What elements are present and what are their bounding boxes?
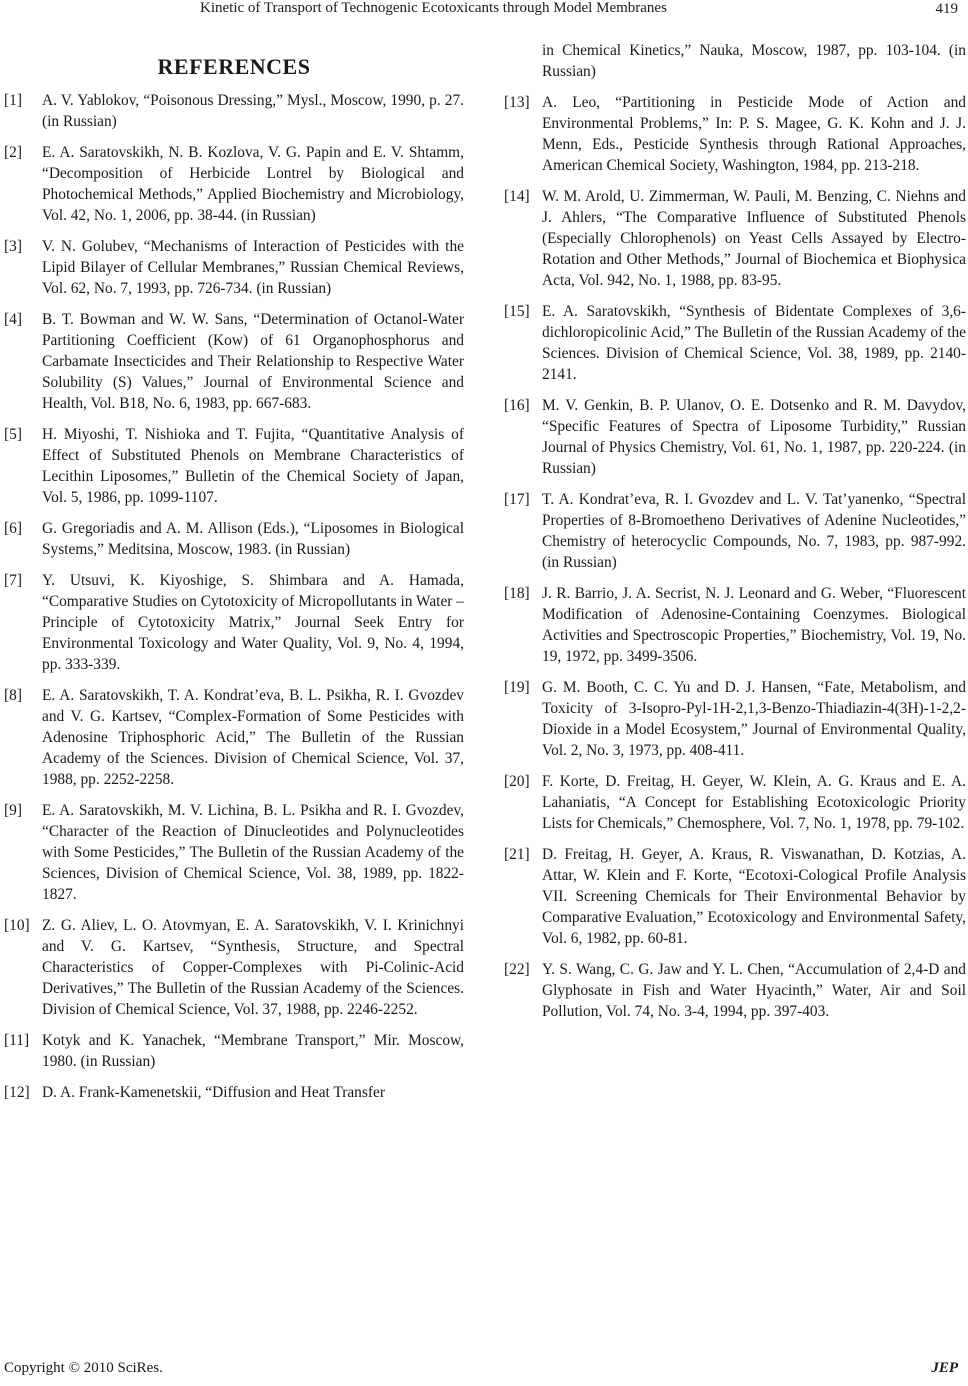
reference-number: [14] <box>504 188 530 205</box>
reference-item <box>504 583 966 667</box>
reference-number: [7] <box>4 572 22 589</box>
right-reference-list <box>504 92 966 1022</box>
reference-item <box>4 800 464 905</box>
reference-text: A. V. Yablokov, “Poisonous Dressing,” Mysl., Moscow, 1990, p. 27. (in Russian) <box>42 92 464 130</box>
reference-item <box>504 92 966 176</box>
reference-text: F. Korte, D. Freitag, H. Geyer, W. Klein, A. G. Kraus and E. A. Lahaniatis, “A Concept for Establishing Ecotoxicologic Priority Lists for Chemicals,” Chemosphere, Vol. 7, No. 1, 1978, pp. 79-102. <box>542 773 966 832</box>
reference-item <box>4 424 464 508</box>
reference-number: [21] <box>504 846 530 863</box>
reference-item <box>4 570 464 675</box>
reference-text: E. A. Saratovskikh, M. V. Lichina, B. L. Psikha and R. I. Gvozdev, “Character of the Reaction of Dinucleotides and Polynucleotides with Some Pesticides,” The Bulletin of the Russian Academy of the Sciences, Division of Chemical Science, Vol. 38, 1989, pp. 1822-1827. <box>42 802 464 903</box>
reference-number: [2] <box>4 144 22 161</box>
reference-item <box>504 301 966 385</box>
reference-number: [10] <box>4 917 30 934</box>
reference-text: D. A. Frank-Kamenetskii, “Diffusion and Heat Transfer <box>42 1084 385 1101</box>
reference-number: [5] <box>4 426 22 443</box>
reference-text: E. A. Saratovskikh, N. B. Kozlova, V. G. Papin and E. V. Shtamm, “Decomposition of Herbicide Lontrel by Biological and Photochemical Methods,” Applied Biochemistry and Microbiology, Vol. 42, No. 1, 2006, pp. 38-44. (in Russian) <box>42 144 464 224</box>
reference-number: [11] <box>4 1032 30 1049</box>
reference-text: E. A. Saratovskikh, T. A. Kondrat’eva, B. L. Psikha, R. I. Gvozdev and V. G. Kartsev, “Complex-Formation of Some Pesticides with Adenosine Triphosphoric Acid,” The Bulletin of the Russian Academy of the Sciences. Division of Chemical Science, Vol. 37, 1988, pp. 2252-2258. <box>42 687 464 788</box>
reference-number: [1] <box>4 92 22 109</box>
reference-continuation <box>504 40 966 82</box>
reference-text: W. M. Arold, U. Zimmerman, W. Pauli, M. Benzing, C. Niehns and J. Ahlers, “The Comparative Influence of Substituted Phenols (Especially Chlorophenols) on Yeast Cells Assayed by Electro-Rotation and Other Methods,” Journal of Biochemica et Biophysica Acta, Vol. 942, No. 1, 1988, pp. 83-95. <box>542 188 966 289</box>
reference-number: [9] <box>4 802 22 819</box>
reference-text: A. Leo, “Partitioning in Pesticide Mode of Action and Environmental Problems,” In: P. S. Magee, G. K. Kohn and J. J. Menn, Eds., Pesticide Synthesis through Rational Approaches, American Chemical Society, Washington, 1984, pp. 213-218. <box>542 94 966 174</box>
references-heading: REFERENCES <box>157 54 311 79</box>
reference-item <box>4 90 464 132</box>
reference-text: Kotyk and K. Yanachek, “Membrane Transport,” Mir. Moscow, 1980. (in Russian) <box>42 1032 464 1070</box>
reference-item <box>4 236 464 299</box>
reference-text: J. R. Barrio, J. A. Secrist, N. J. Leonard and G. Weber, “Fluorescent Modification of Adenosine-Containing Coenzymes. Biological Activities and Spectroscopic Properties,” Biochemistry, Vol. 19, No. 19, 1972, pp. 3499-3506. <box>542 585 966 665</box>
reference-number: [3] <box>4 238 22 255</box>
reference-item <box>4 1030 464 1072</box>
reference-number: [12] <box>4 1084 30 1101</box>
reference-text: B. T. Bowman and W. W. Sans, “Determination of Octanol-Water Partitioning Coefficient (Kow) of 61 Organophosphorus and Carbamate Insecticides and Their Relationship to Respective Water Solubility (S) Values,” Journal of Environmental Science and Health, Vol. B18, No. 6, 1983, pp. 667-683. <box>42 311 464 412</box>
reference-text: G. M. Booth, C. C. Yu and D. J. Hansen, “Fate, Metabolism, and Toxicity of 3-Isopro-Pyl-1H-2,1,3-Benzo-Thiadiazin-4(3H)-1-2,2-Dioxide in a Model Ecosystem,” Journal of Environmental Quality, Vol. 2, No. 3, 1973, pp. 408-411. <box>542 679 966 759</box>
left-column <box>4 46 464 1113</box>
reference-number: [16] <box>504 397 530 414</box>
reference-item <box>504 844 966 949</box>
reference-number: [17] <box>504 491 530 508</box>
reference-text: V. N. Golubev, “Mechanisms of Interaction of Pesticides with the Lipid Bilayer of Cellular Membranes,” Russian Chemical Reviews, Vol. 62, No. 7, 1993, pp. 726-734. (in Russian) <box>42 238 464 297</box>
left-reference-list <box>4 90 464 1103</box>
reference-item <box>504 186 966 291</box>
reference-number: [19] <box>504 679 530 696</box>
reference-text: Y. S. Wang, C. G. Jaw and Y. L. Chen, “Accumulation of 2,4-D and Glyphosate in Fish and Water Hyacinth,” Water, Air and Soil Pollution, Vol. 74, No. 3-4, 1994, pp. 397-403. <box>542 961 966 1020</box>
reference-number: [6] <box>4 520 22 537</box>
reference-number: [13] <box>504 94 530 111</box>
reference-item <box>504 771 966 834</box>
running-header <box>0 0 968 24</box>
reference-text: H. Miyoshi, T. Nishioka and T. Fujita, “Quantitative Analysis of Effect of Substituted Phenols on Membrane Characteristics of Lecithin Liposomes,” Bulletin of the Chemical Society of Japan, Vol. 5, 1986, pp. 1099-1107. <box>42 426 464 506</box>
page-number: 419 <box>935 1 958 17</box>
copyright-notice: Copyright © 2010 SciRes. <box>4 1360 163 1376</box>
reference-item <box>4 309 464 414</box>
reference-number: [22] <box>504 961 530 978</box>
reference-number: [8] <box>4 687 22 704</box>
reference-number: [15] <box>504 303 530 320</box>
reference-item <box>504 395 966 479</box>
reference-item <box>4 915 464 1020</box>
reference-text: T. A. Kondrat’eva, R. I. Gvozdev and L. V. Tat’yanenko, “Spectral Properties of 8-Bromoetheno Derivatives of Adenine Nucleotides,” Chemistry of heterocyclic Compounds, No. 7, 1983, pp. 987-992. (in Russian) <box>542 491 966 571</box>
right-column <box>504 40 966 1032</box>
reference-number: [18] <box>504 585 530 602</box>
reference-item <box>4 518 464 560</box>
reference-text: Z. G. Aliev, L. O. Atovmyan, E. A. Saratovskikh, V. I. Krinichnyi and V. G. Kartsev, “Synthesis, Structure, and Spectral Characteristics of Copper-Complexes with Pi-Colinic-Acid Derivatives,” The Bulletin of the Russian Academy of the Sciences. Division of Chemical Science, Vol. 37, 1988, pp. 2246-2252. <box>42 917 464 1018</box>
reference-item <box>504 489 966 573</box>
journal-abbreviation: JEP <box>931 1360 958 1376</box>
reference-text: M. V. Genkin, B. P. Ulanov, O. E. Dotsenko and R. M. Davydov, “Specific Features of Spectra of Liposome Turbidity,” Russian Journal of Physics Chemistry, Vol. 61, No. 1, 1987, pp. 220-224. (in Russian) <box>542 397 966 477</box>
reference-number: [4] <box>4 311 22 328</box>
reference-text: in Chemical Kinetics,” Nauka, Moscow, 1987, pp. 103-104. (in Russian) <box>542 42 966 80</box>
reference-text: Y. Utsuvi, K. Kiyoshige, S. Shimbara and A. Hamada, “Comparative Studies on Cytotoxicity of Micropollutants in Water – Principle of Cytotoxicity Matrix,” Journal Seek Entry for Environmental Toxicology and Water Quality, Vol. 9, No. 4, 1994, pp. 333-339. <box>42 572 464 673</box>
reference-text: E. A. Saratovskikh, “Synthesis of Bidentate Complexes of 3,6-dichloropicolinic Acid,” The Bulletin of the Russian Academy of the Sciences. Division of Chemical Science, Vol. 38, 1989, pp. 2140-2141. <box>542 303 966 383</box>
reference-item <box>4 142 464 226</box>
reference-item <box>504 677 966 761</box>
reference-text: G. Gregoriadis and A. M. Allison (Eds.), “Liposomes in Biological Systems,” Meditsina, Moscow, 1983. (in Russian) <box>42 520 464 558</box>
reference-number: [20] <box>504 773 530 790</box>
reference-text: D. Freitag, H. Geyer, A. Kraus, R. Viswanathan, D. Kotzias, A. Attar, W. Klein and F. Korte, “Ecotoxi-Cological Profile Analysis VII. Screening Chemicals for Their Environmental Behavior by Comparative Evaluation,” Ecotoxicology and Environmental Safety, Vol. 6, 1982, pp. 60-81. <box>542 846 966 947</box>
running-title: Kinetic of Transport of Technogenic Ecotoxicants through Model Membranes <box>200 0 667 16</box>
reference-item <box>4 1082 464 1103</box>
reference-item <box>4 685 464 790</box>
reference-item <box>504 959 966 1022</box>
